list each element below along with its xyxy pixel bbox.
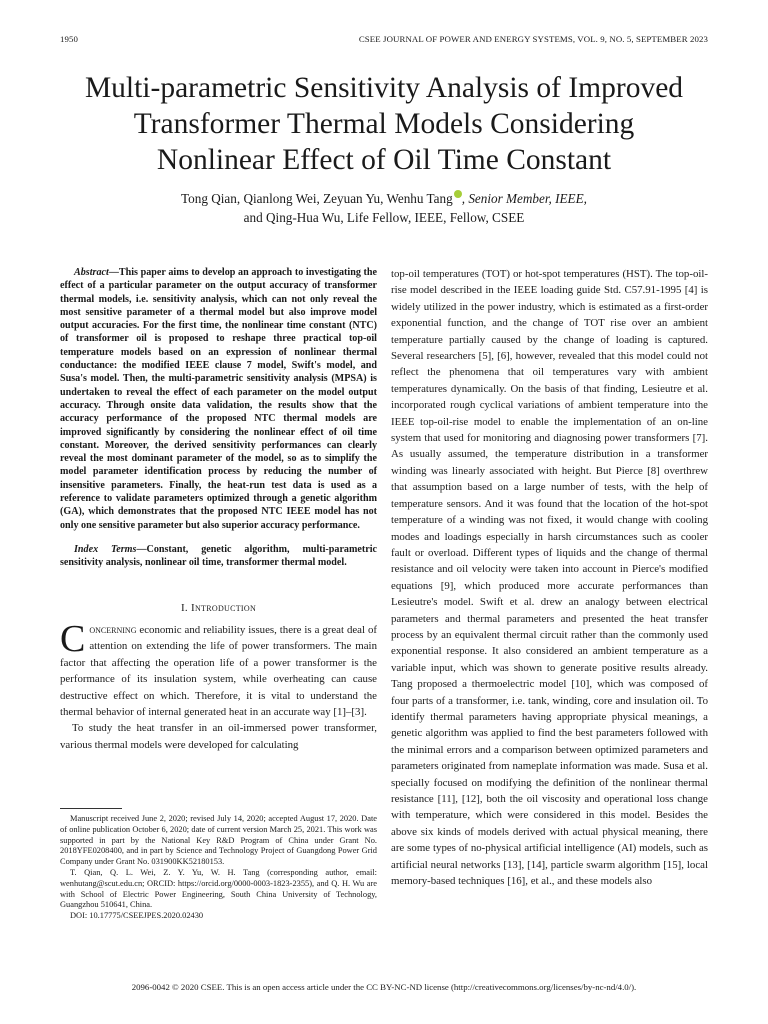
paper-title xyxy=(60,70,708,178)
author-block xyxy=(60,189,708,227)
right-column-text: top-oil temperatures (TOT) or hot-spot temperatures (HST). The top-oil-rise model described in the IEEE loading guide Std. C57.91-1995 [4] is widely utilized in the power industry, which is estimated as a first-order exponential function, and the change of TOT rise over an ambient temperature partially caused by the change of loading is captured. Several researchers [5], [6], however, revealed that this model could not reflect the phenomena that oil temperatures vary with ambient temperatures dynamically. On the basis of that finding, Lesieutre et al. incorporated rough cyclical variations of ambient temperature into the IEEE top-oil-rise model to enable the implementation of an on-line system that used for monitoring and diagnosing power transformers [7]. As usually assumed, the temperature distribution in a transformer winding was linearly associated with height. But Pierce [8] overthrew that assumption based on a large number of tests, with the help of temperature sensors. And it was found that the location of the hot-spot temperature of a winding was not fixed, it would change with cooling modes and loadings especially in harsh circumstances such as cooler fault or overload. Different types of liquids and the change of thermal resistance and oil velocity were taken into account in Pierce's modified equations [9], which produced more accurate performances than Lesieutre's model. Swift et al. drew an analogy between electrical parameters and thermal parameters and presented the heat transfer process by an equivalent thermal circuit rather than the commonly used exponential response. It also considered an ambient temperature as a variable input, which was shown to generate positive results already. Tang proposed a thermoelectric model [10], which was composed of four parts of a transformer, i.e. tank, winding, core and insulation oil. To identify thermal parameters having appropriate physical meanings, a genetic algorithm was applied to find the best parameters followed with the minimal errors and a comparison between optimized parameters and parameters originated from nameplate information was made. Susa et al. specially focused on modifying the definition of the nonlinear thermal resistance [11], [12], both the oil viscosity and operational loss change with temperature, which were considered in this model. Besides the above six kinds of models derived with actual physical meaning, there are some types of no-physical artificial intelligence (AI) models, such as artificial neural networks [13], [14], particle swarm algorithm [15], local memory-based techniques [16], et al., and these models also xyxy=(391,268,708,888)
footnote-doi[interactable]: DOI: 10.17775/CSEEJPES.2020.02430 xyxy=(70,911,204,921)
section-heading xyxy=(60,600,377,616)
index-terms-label: Index Terms xyxy=(74,543,137,555)
index-terms xyxy=(60,543,377,570)
title-line-3: Nonlinear Effect of Oil Time Constant xyxy=(156,144,612,176)
footnote-authors: T. Qian, Q. L. Wei, Z. Y. Yu, W. H. Tang (corresponding author, email: wenhutang@scut.edu.cn; ORCID: https://orcid.org/0000-0003-1823-2355), and Q. H. Wu are with School of Electric Power Engineering, South China University of Technology, Guangzhou 510641, China. xyxy=(60,867,377,910)
footnotes xyxy=(60,814,377,922)
drop-cap: C xyxy=(60,617,86,660)
lead-word: oncerning xyxy=(89,623,137,636)
intro-paragraph-2: To study the heat transfer in an oil-immersed power transformer, various thermal models were developed for calculating xyxy=(60,722,377,751)
author-names: Tong Qian, Qianlong Wei, Zeyuan Yu, Wenhu Tang xyxy=(181,191,453,206)
abstract-label: Abstract xyxy=(74,267,109,278)
section-title: Introduction xyxy=(191,601,257,614)
intro-text-1: economic and reliability issues, there is a great deal of attention on extending the life of power transformers. The main factor that affecting the operation life of a power transformer is the performance of its insulation system, while overheating can cause destructive effect on which. Therefore, it is vital to understand the thermal behavior of internal generated heat in an accurate way [1]–[3]. xyxy=(60,623,377,718)
index-terms-text: —Constant, genetic algorithm, multi-parametric sensitivity analysis, nonlinear oil time, transformer thermal model. xyxy=(60,543,377,569)
author-membership: , Senior Member, IEEE, xyxy=(461,191,587,206)
journal-header: CSEE JOURNAL OF POWER AND ENERGY SYSTEMS, VOL. 9, NO. 5, SEPTEMBER 2023 xyxy=(358,34,708,44)
section-numeral: I. xyxy=(180,601,188,614)
footnote-divider xyxy=(60,808,122,809)
orcid-icon[interactable] xyxy=(454,190,462,198)
author-line-2: and Qing-Hua Wu, Life Fellow, IEEE, Fellow, CSEE xyxy=(243,210,525,225)
abstract xyxy=(60,266,377,532)
title-line-2: Transformer Thermal Models Considering xyxy=(133,108,635,140)
title-line-1: Multi-parametric Sensitivity Analysis of Improved xyxy=(84,72,684,104)
abstract-text: —This paper aims to develop an approach to investigating the effect of a particular parameter on the output accuracy of transformer thermal models, i.e. sensitivity analysis, which can not only reveal the most sensitive parameter of a thermal model but also improve model output accuracies. For the first time, the nonlinear time constant (NTC) of transformer oil is proposed to reshape three practical top-oil temperature models based on an expression of nonlinear thermal conductance: the modified IEEE clause 7 model, Swift's model, and Susa's model. Then, the multi-parametric sensitivity analysis (MPSA) is undertaken to reveal the effect of each parameter on the model output accuracy. Through onsite data validation, the results show that the accuracy performance of the proposed NTC thermal models are improved significantly by considering the nonlinear effect of oil time constant. Moreover, the derived sensitivity performances can clearly reveal the most dominant parameter of the model, so as to simplify the model parameter identification process by reducing the number of insensitive parameters. Finally, the heat-run test data is used as a reference to validate parameters optimized through a genetic algorithm (GA), which demonstrates that the proposed NTC IEEE model has not only one sensitive parameter but also superior accuracy performance. xyxy=(60,267,377,531)
running-head xyxy=(60,34,708,48)
license-line: 2096-0042 © 2020 CSEE. This is an open access article under the CC BY-NC-ND license (http://creativecommons.org/licenses/by-nc-nd/4.0/). xyxy=(131,982,637,992)
right-column xyxy=(391,266,708,889)
author-line-1 xyxy=(60,189,708,208)
footnote-manuscript: Manuscript received June 2, 2020; revised July 14, 2020; accepted August 17, 2020. Date of online publication October 6, 2020; date of current version March 25, 2021. This work was supported in part by the National Key R&D Program of China under Grant No. 2018YFE0208400, and in part by Science and Technology Project of Guangdong Power Grid Company under Grant No. 031900KK52180153. xyxy=(60,814,377,867)
intro-paragraph-1 xyxy=(60,617,377,720)
left-column xyxy=(60,266,377,753)
page-number: 1950 xyxy=(60,34,78,44)
